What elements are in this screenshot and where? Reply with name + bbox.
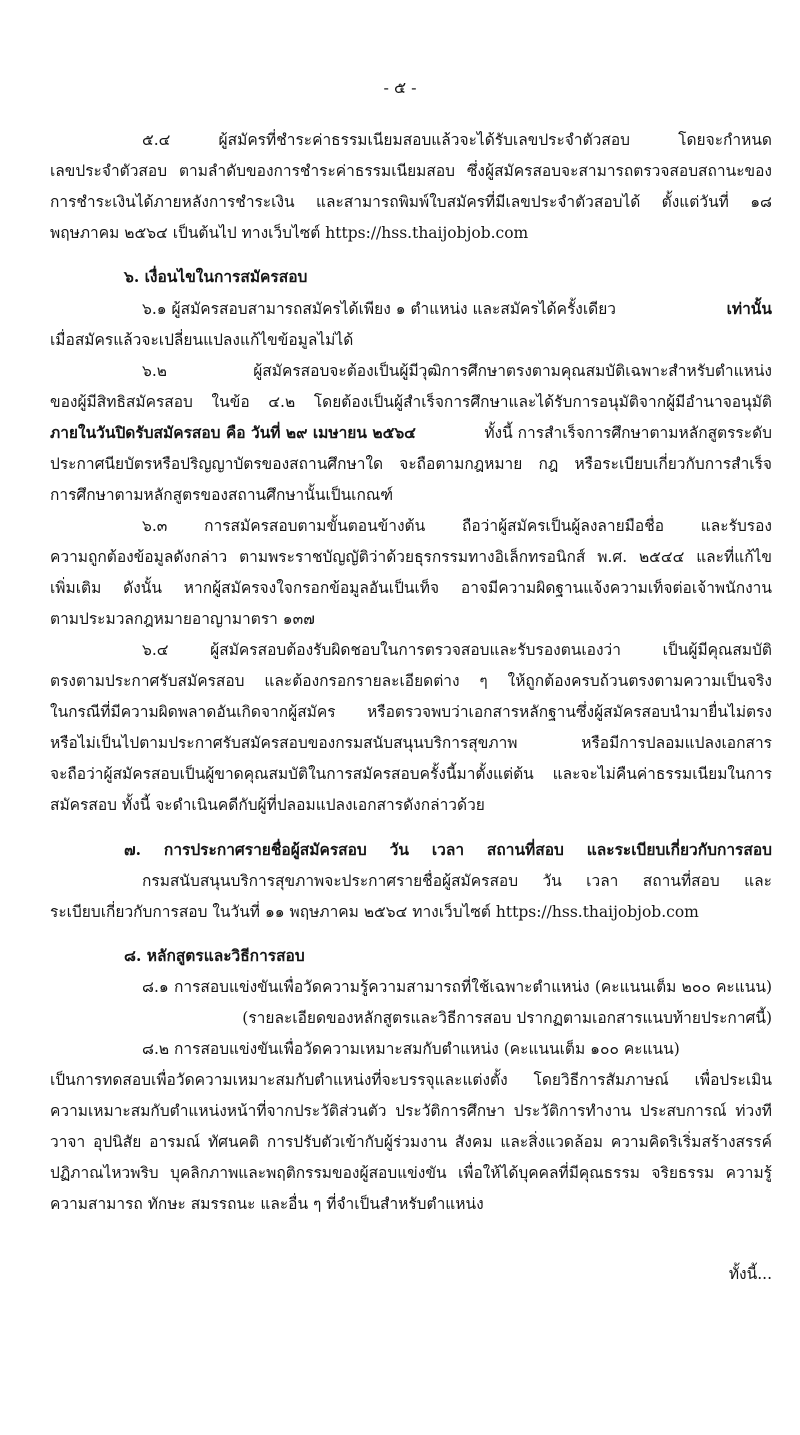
sec6-2-line-4: ประกาศนียบัตรหรือปริญญาบัตรของสถานศึกษาใด จะถือตามกฎหมาย กฎ หรือระเบียบเกี่ยวกับการสำเร็จ xyxy=(50,455,772,473)
sec6-3-line-2: ความถูกต้องข้อมูลดังกล่าว ตามพระราชบัญญัติว่าด้วยธุรกรรมทางอิเล็กทรอนิกส์ พ.ศ. ๒๕๔๔ และที่แก้ไข xyxy=(50,548,772,566)
sec6-4-line-4: หรือไม่เป็นไปตามประกาศรับสมัครสอบของกรมสนับสนุนบริการสุขภาพ หรือมีการปลอมแปลงเอกสาร xyxy=(50,734,772,752)
sec6-1-line-2: เมื่อสมัครแล้วจะเปลี่ยนแปลงแก้ไขข้อมูลไม่ได้ xyxy=(50,331,354,349)
sec6-4-line-1: ๖.๔ ผู้สมัครสอบต้องรับผิดชอบในการตรวจสอบและรับรองตนเองว่า เป็นผู้มีคุณสมบัติ xyxy=(142,641,772,659)
sec6-3-line-1: ๖.๓ การสมัครสอบตามขั้นตอนข้างต้น ถือว่าผู้สมัครเป็นผู้ลงลายมือชื่อ และรับรอง xyxy=(142,517,772,535)
page-number: - ๕ - xyxy=(383,78,417,97)
sec6-2-line-2: ของผู้มีสิทธิสมัครสอบ ในข้อ ๔.๒ โดยต้องเป็นผู้สำเร็จการศึกษาและได้รับการอนุมัติจากผู้มีอำนาจอนุมัติ xyxy=(50,393,772,411)
sec8-2-line-4: วาจา อุปนิสัย อารมณ์ ทัศนคติ การปรับตัวเข้ากับผู้ร่วมงาน สังคม และสิ่งแวดล้อม ความคิดริเริ่มสร้างสรรค์ xyxy=(50,1133,772,1151)
sec6-heading: ๖. เงื่อนไขในการสมัครสอบ xyxy=(124,267,308,286)
sec6-4-line-5: จะถือว่าผู้สมัครสอบเป็นผู้ขาดคุณสมบัติในการสมัครสอบครั้งนี้มาตั้งแต่ต้น และจะไม่คืนค่าธรรมเนียมในการ xyxy=(50,765,772,783)
sec8-1-line-1: ๘.๑ การสอบแข่งขันเพื่อวัดความรู้ความสามารถที่ใช้เฉพาะตำแหน่ง (คะแนนเต็ม ๒๐๐ คะแนน) xyxy=(142,978,772,996)
sec6-4-line-6: สมัครสอบ ทั้งนี้ จะดำเนินคดีกับผู้ที่ปลอมแปลงเอกสารดังกล่าวด้วย xyxy=(50,796,485,814)
sec6-4-line-3: ในกรณีที่มีความผิดพลาดอันเกิดจากผู้สมัคร หรือตรวจพบว่าเอกสารหลักฐานซึ่งผู้สมัครสอบนำมายื่นไม่ตรง xyxy=(50,703,772,721)
sec8-1-line-2: (รายละเอียดของหลักสูตรและวิธีการสอบ ปรากฏตามเอกสารแนบท้ายประกาศนี้) xyxy=(242,1009,772,1027)
sec7-line-1: กรมสนับสนุนบริการสุขภาพจะประกาศรายชื่อผู้สมัครสอบ วัน เวลา สถานที่สอบ และ xyxy=(142,872,772,890)
sec6-2-line-1: ๖.๒ ผู้สมัครสอบจะต้องเป็นผู้มีวุฒิการศึกษาตรงตามคุณสมบัติเฉพาะสำหรับตำแหน่ง xyxy=(142,362,772,380)
sec5-4-line-1: ๕.๔ ผู้สมัครที่ชำระค่าธรรมเนียมสอบแล้วจะได้รับเลขประจำตัวสอบ โดยจะกำหนด xyxy=(142,131,772,149)
sec6-2-line-3-rest: ทั้งนี้ การสำเร็จการศึกษาตามหลักสูตรระดับ xyxy=(484,424,772,442)
sec6-3-line-3: เพิ่มเติม ดังนั้น หากผู้สมัครจงใจกรอกข้อมูลอันเป็นเท็จ อาจมีความผิดฐานแจ้งความเท็จต่อเจ้าพนักงาน xyxy=(50,579,772,597)
sec7-line-2: ระเบียบเกี่ยวกับการสอบ ในวันที่ ๑๑ พฤษภาคม ๒๕๖๔ ทางเว็บไซต์ https://hss.thaijobjob.com xyxy=(50,903,699,921)
sec6-2-line-5: การศึกษาตามหลักสูตรของสถานศึกษานั้นเป็นเกณฑ์ xyxy=(50,486,394,504)
sec8-2-line-3: ความเหมาะสมกับตำแหน่งหน้าที่จากประวัติส่วนตัว ประวัติการศึกษา ประวัติการทำงาน ประสบการณ์ ท่วงที xyxy=(50,1102,772,1120)
sec7-heading: ๗. การประกาศรายชื่อผู้สมัครสอบ วัน เวลา สถานที่สอบ และระเบียบเกี่ยวกับการสอบ xyxy=(124,840,772,859)
sec6-1-line-1 xyxy=(142,297,772,321)
sec6-3-line-4: ตามประมวลกฎหมายอาญามาตรา ๑๓๗ xyxy=(50,610,315,628)
sec8-2-line-1: ๘.๒ การสอบแข่งขันเพื่อวัดความเหมาะสมกับตำแหน่ง (คะแนนเต็ม ๑๐๐ คะแนน) xyxy=(142,1040,680,1058)
sec8-2-line-6: ความสามารถ ทักษะ สมรรถนะ และอื่น ๆ ที่จำเป็นสำหรับตำแหน่ง xyxy=(50,1195,484,1213)
continuation-marker: ทั้งนี้... xyxy=(728,1265,772,1283)
sec6-2-line-3 xyxy=(50,421,772,445)
sec5-4-line-2: เลขประจำตัวสอบ ตามลำดับของการชำระค่าธรรมเนียมสอบ ซึ่งผู้สมัครสอบจะสามารถตรวจสอบสถานะของ xyxy=(50,162,772,180)
sec8-2-line-2: เป็นการทดสอบเพื่อวัดความเหมาะสมกับตำแหน่งที่จะบรรจุและแต่งตั้ง โดยวิธีการสัมภาษณ์ เพื่อประเมิน xyxy=(50,1071,772,1089)
sec6-4-line-2: ตรงตามประกาศรับสมัครสอบ และต้องกรอกรายละเอียดต่าง ๆ ให้ถูกต้องครบถ้วนตรงตามความเป็นจริง xyxy=(50,672,772,690)
sec5-4-line-3: การชำระเงินได้ภายหลังการชำระเงิน และสามารถพิมพ์ใบสมัครที่มีเลขประจำตัวสอบได้ ตั้งแต่วันที่ ๑๘ xyxy=(50,193,772,211)
sec8-heading: ๘. หลักสูตรและวิธีการสอบ xyxy=(124,946,305,965)
sec6-2-deadline: ภายในวันปิดรับสมัครสอบ คือ วันที่ ๒๙ เมษายน ๒๕๖๔ xyxy=(50,423,416,442)
sec6-1-text: ๖.๑ ผู้สมัครสอบสามารถสมัครได้เพียง ๑ ตำแหน่ง และสมัครได้ครั้งเดียว xyxy=(142,300,617,318)
sec5-4-line-4: พฤษภาคม ๒๕๖๔ เป็นต้นไป ทางเว็บไซต์ https://hss.thaijobjob.com xyxy=(50,224,529,242)
sec8-2-line-5: ปฏิภาณไหวพริบ บุคลิกภาพและพฤติกรรมของผู้สอบแข่งขัน เพื่อให้ได้บุคคลที่มีคุณธรรม จริยธรรม ความรู้ xyxy=(50,1164,772,1182)
sec6-1-emphasis: เท่านั้น xyxy=(726,299,772,318)
